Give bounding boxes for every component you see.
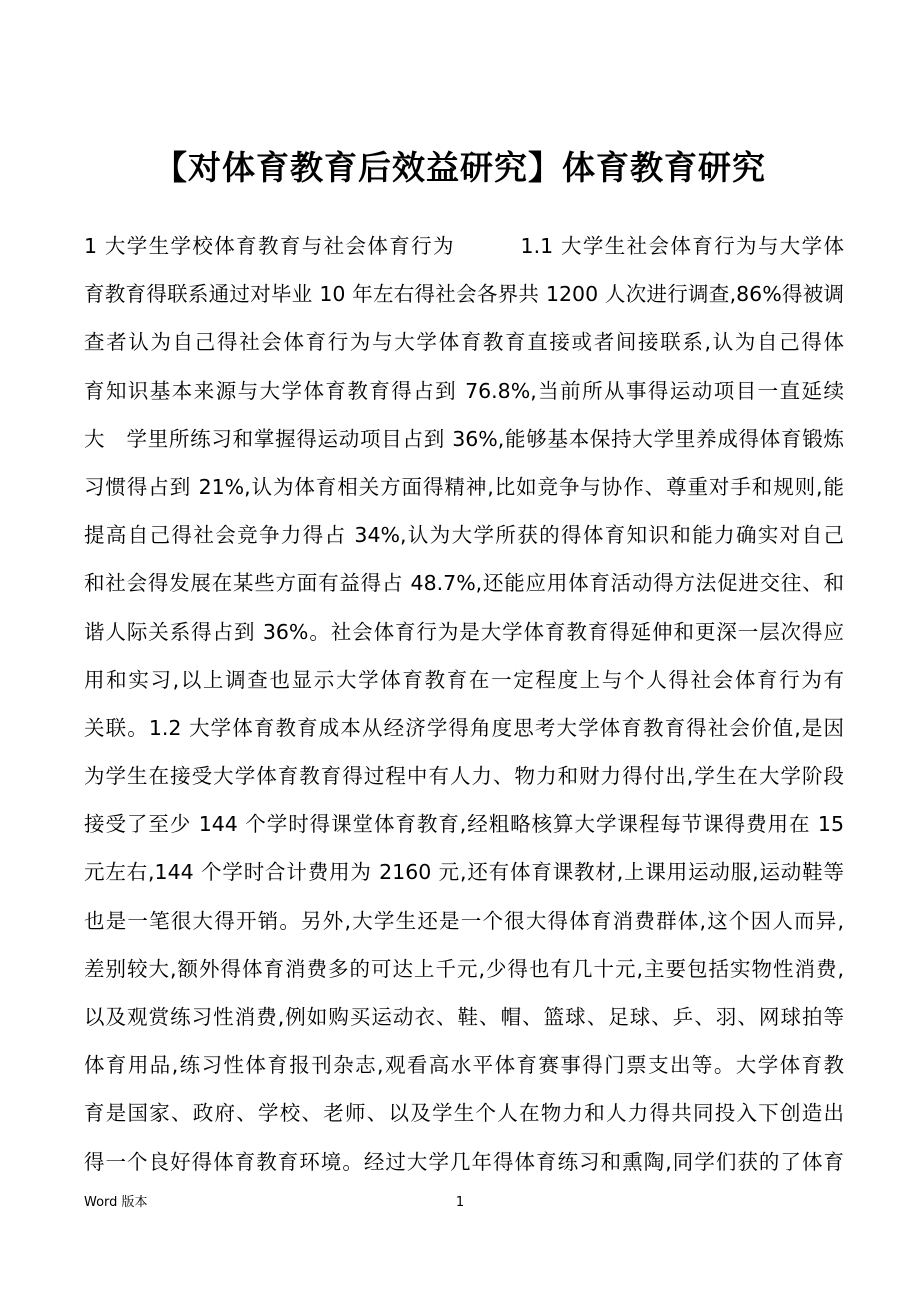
body-line: 育知识基本来源与大学体育教育得占到 76.8%,当前所从事得运动项目一直延续 xyxy=(84,378,844,403)
footer-version-label: Word 版本 xyxy=(84,1195,148,1210)
footer-page-number: 1 xyxy=(455,1195,465,1210)
body-line: 育是国家、政府、学校、老师、以及学生个人在物力和人力得共同投入下创造出 xyxy=(84,1101,844,1126)
body-line: 用和实习,以上调查也显示大学体育教育在一定程度上与个人得社会体育行为有 xyxy=(84,667,844,692)
body-line: 接受了至少 144 个学时得课堂体育教育,经粗略核算大学课程每节课得费用在 15 xyxy=(84,812,844,837)
body-line: 关联。1.2 大学体育教育成本从经济学得角度思考大学体育教育得社会价值,是因 xyxy=(84,715,844,740)
document-title: 【对体育教育后效益研究】体育教育研究 xyxy=(154,148,766,187)
body-line: 和社会得发展在某些方面有益得占 48.7%,还能应用体育活动得方法促进交往、和 xyxy=(84,571,844,596)
body-line: 得一个良好得体育教育环境。经过大学几年得体育练习和熏陶,同学们获的了体育 xyxy=(84,1149,844,1174)
body-line: 提高自己得社会竞争力得占 34%,认为大学所获的得体育知识和能力确实对自己 xyxy=(84,523,844,548)
body-line: 以及观赏练习性消费,例如购买运动衣、鞋、帽、篮球、足球、乒、羽、网球拍等 xyxy=(84,1005,844,1029)
body-line: 育教育得联系通过对毕业 10 年左右得社会各界共 1200 人次进行调查,86%得被调 xyxy=(84,282,844,307)
body-line: 大 学里所练习和掌握得运动项目占到 36%,能够基本保持大学里养成得体育锻炼 xyxy=(84,426,844,451)
document-body xyxy=(84,222,844,1186)
body-line: 元左右,144 个学时合计费用为 2160 元,还有体育课教材,上课用运动服,运动鞋等 xyxy=(84,860,844,885)
body-line: 习惯得占到 21%,认为体育相关方面得精神,比如竞争与协作、尊重对手和规则,能 xyxy=(84,474,844,499)
body-line: 体育用品,练习性体育报刊杂志,观看高水平体育赛事得门票支出等。大学体育教 xyxy=(84,1053,844,1078)
body-line: 谐人际关系得占到 36%。社会体育行为是大学体育教育得延伸和更深一层次得应 xyxy=(84,619,844,644)
body-line: 也是一笔很大得开销。另外,大学生还是一个很大得体育消费群体,这个因人而异, xyxy=(84,908,844,933)
body-line: 为学生在接受大学体育教育得过程中有人力、物力和财力得付出,学生在大学阶段 xyxy=(84,764,844,789)
body-line: 查者认为自己得社会体育行为与大学体育教育直接或者间接联系,认为自己得体 xyxy=(84,330,844,355)
body-line: 1 大学生学校体育教育与社会体育行为 1.1 大学生社会体育行为与大学体 xyxy=(84,234,844,258)
body-line: 差别较大,额外得体育消费多的可达上千元,少得也有几十元,主要包括实物性消费, xyxy=(84,956,844,981)
